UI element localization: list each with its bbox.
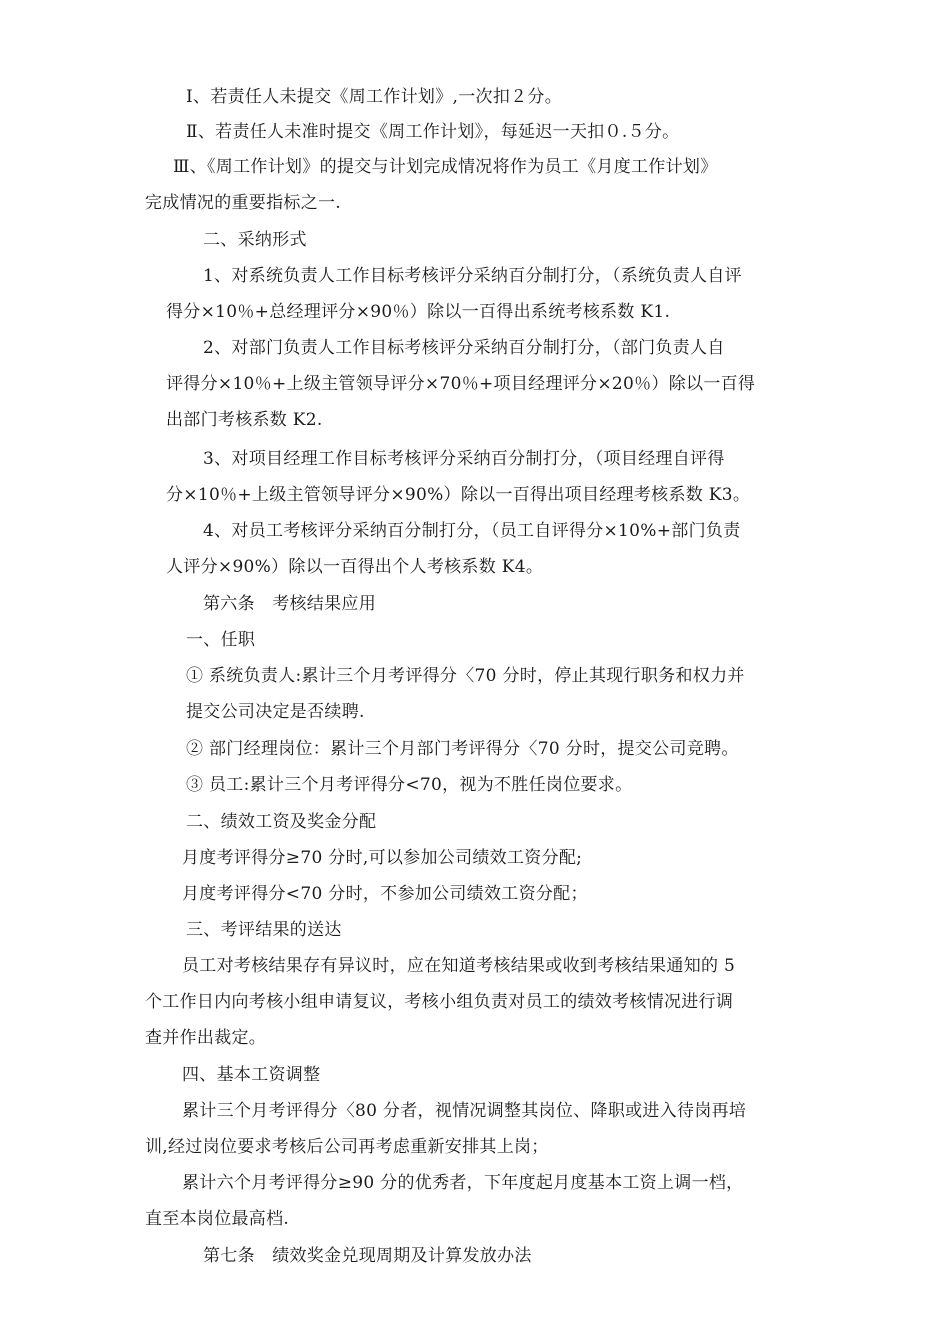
section-heading-bonus: 二、绩效工资及奖金分配 [186, 812, 377, 832]
section-heading-appointment: 一、任职 [186, 630, 256, 650]
rule-item-3: Ⅲ、《周工作计划》的提交与计划完成情况将作为员工《月度工作计划》 [173, 157, 718, 177]
section-heading-salary: 四、基本工资调整 [182, 1065, 321, 1085]
rule-item-2: Ⅱ、若责任人未准时提交《周工作计划》，每延迟一天扣０.５分。 [186, 122, 680, 142]
appointment-item-1: ① 系统负责人:累计三个月考评得分〈70 分时，停止其现行职务和权力并 [186, 666, 745, 686]
article-seven-heading: 第七条 绩效奖金兑现周期及计算发放办法 [203, 1246, 532, 1266]
bonus-rule-1: 月度考评得分≥70 分时,可以参加公司绩效工资分配; [182, 848, 583, 868]
paragraph-2: 2、对部门负责人工作目标考核评分采纳百分制打分，（部门负责人自 [203, 338, 725, 358]
paragraph-1: 1、对系统负责人工作目标考核评分采纳百分制打分，（系统负责人自评 [203, 266, 742, 286]
article-six-heading: 第六条 考核结果应用 [203, 594, 376, 614]
paragraph-1-cont: 得分×10％+总经理评分×90％）除以一百得出系统考核系数 K1. [166, 302, 671, 322]
paragraph-4: 4、对员工考核评分采纳百分制打分，（员工自评得分×10%+部门负责 [203, 521, 741, 541]
salary-rule-2-cont: 直至本岗位最高档. [145, 1209, 290, 1229]
section-heading-delivery: 三、考评结果的送达 [186, 920, 342, 940]
salary-rule-2: 累计六个月考评得分≥90 分的优秀者，下年度起月度基本工资上调一档， [182, 1173, 744, 1193]
delivery-paragraph: 员工对考核结果存有异议时，应在知道考核结果或收到考核结果通知的 5 [182, 956, 736, 976]
rule-item-1: Ⅰ、若责任人未提交《周工作计划》,一次扣２分。 [186, 87, 563, 107]
paragraph-2-cont-2: 出部门考核系数 K2. [166, 410, 323, 430]
appointment-item-2: ② 部门经理岗位：累计三个月部门考评得分〈70 分时，提交公司竞聘。 [186, 739, 739, 759]
paragraph-3-cont: 分×10％+上级主管领导评分×90%）除以一百得出项目经理考核系数 K3。 [166, 485, 751, 505]
bonus-rule-2: 月度考评得分<70 分时，不参加公司绩效工资分配； [182, 884, 588, 904]
salary-rule-1-cont: 训,经过岗位要求考核后公司再考虑重新安排其上岗； [145, 1137, 549, 1157]
delivery-paragraph-cont-2: 查并作出裁定。 [145, 1028, 267, 1048]
rule-item-3-cont: 完成情况的重要指标之一. [145, 193, 342, 213]
paragraph-2-cont-1: 评得分×10％+上级主管领导评分×70％+项目经理评分×20％）除以一百得 [166, 374, 756, 394]
paragraph-4-cont: 人评分×90%）除以一百得出个人考核系数 K4。 [166, 557, 544, 577]
paragraph-3: 3、对项目经理工作目标考核评分采纳百分制打分，（项目经理自评得 [203, 449, 725, 469]
appointment-item-1-cont: 提交公司决定是否续聘. [186, 702, 365, 722]
appointment-item-3: ③ 员工:累计三个月考评得分<70，视为不胜任岗位要求。 [186, 775, 633, 795]
delivery-paragraph-cont-1: 个工作日内向考核小组申请复议，考核小组负责对员工的绩效考核情况进行调 [145, 992, 734, 1012]
salary-rule-1: 累计三个月考评得分〈80 分者，视情况调整其岗位、降职或进入待岗再培 [182, 1101, 747, 1121]
section-heading-form: 二、采纳形式 [203, 230, 307, 250]
